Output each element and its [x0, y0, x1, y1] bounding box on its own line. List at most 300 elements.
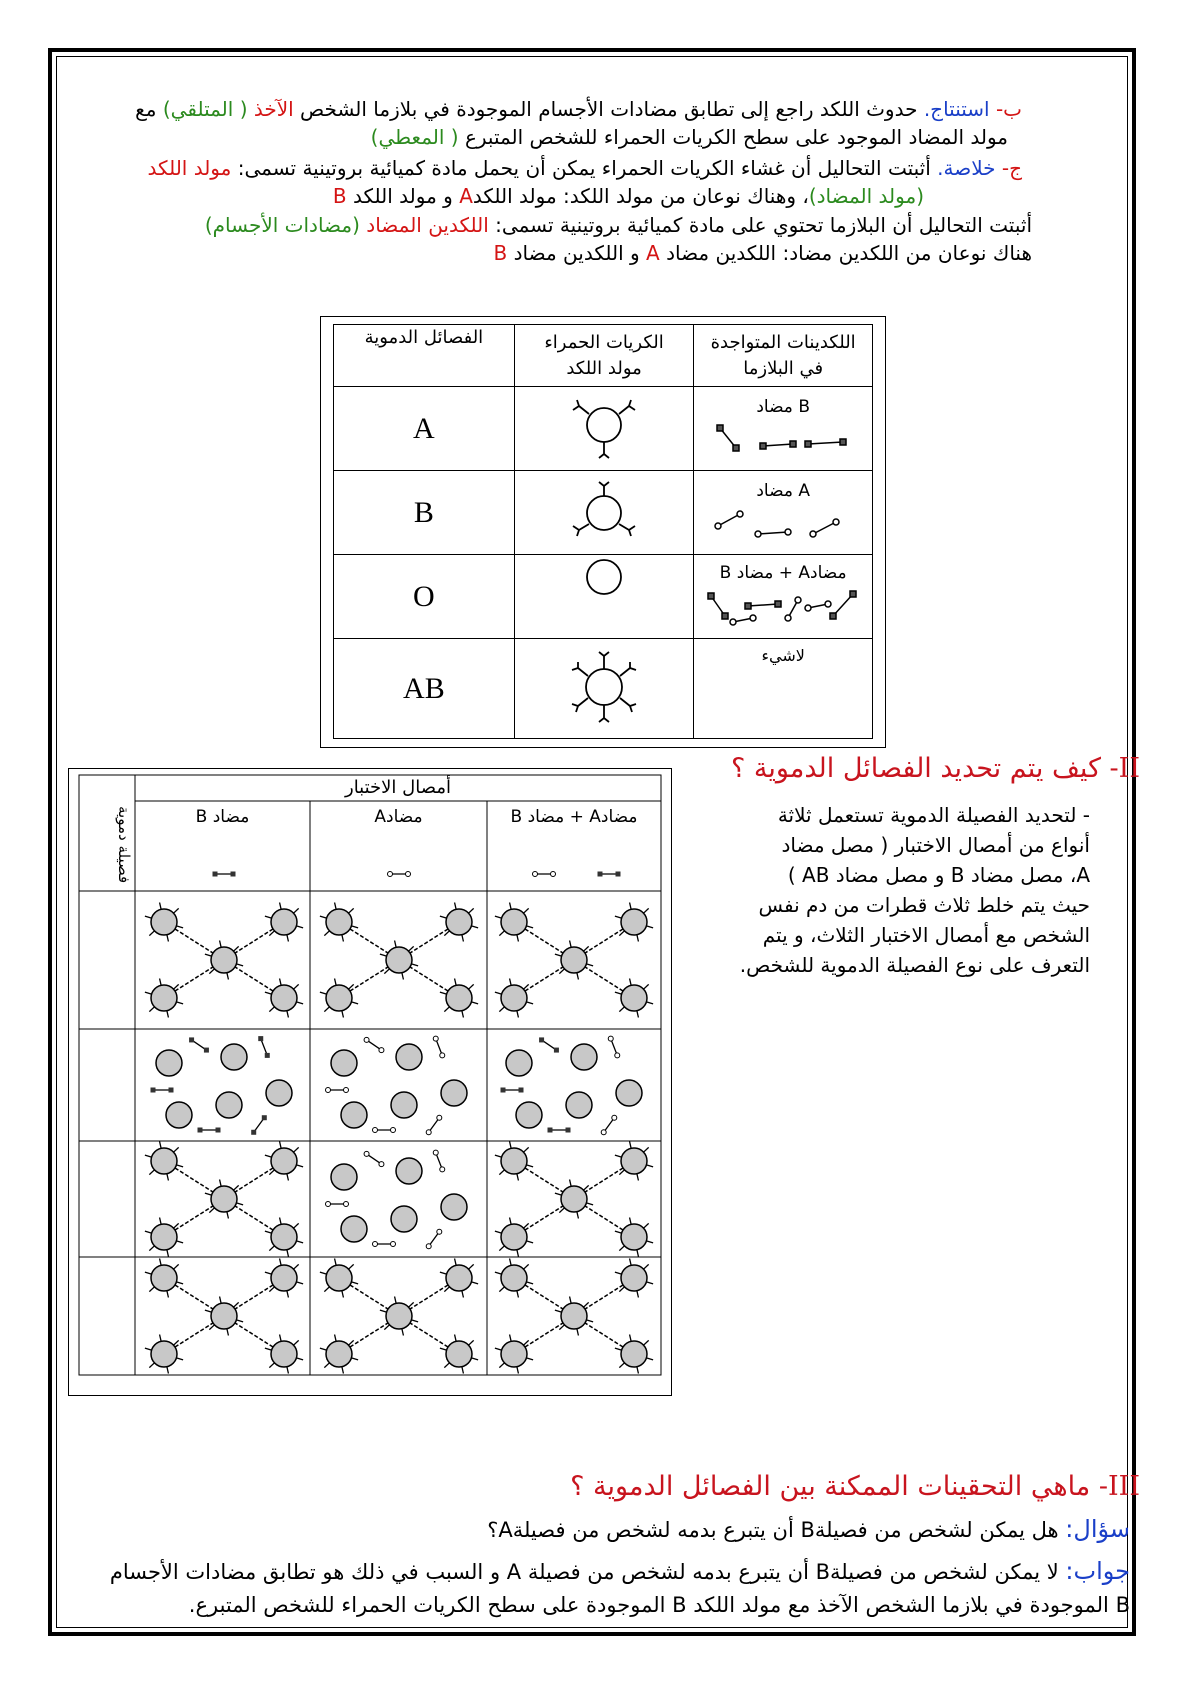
antigen-spike [584, 1185, 589, 1190]
antigen-spike [167, 935, 169, 942]
antigen-spike [499, 1246, 504, 1251]
antigen-spike [495, 1272, 502, 1274]
antibody-end [612, 1115, 617, 1120]
antigen-spike [351, 1358, 358, 1360]
red-blood-cell [621, 909, 647, 935]
antibody-end [501, 1088, 506, 1093]
antigen-spike [234, 1302, 239, 1307]
antibody-end [364, 1151, 369, 1156]
antibody-end [344, 1088, 349, 1093]
antigen-spike [619, 1363, 624, 1368]
antigen-spike [630, 1217, 632, 1224]
antigen-spike [555, 1193, 562, 1195]
red-blood-cell [446, 985, 472, 1011]
antigen-spike [499, 1287, 504, 1292]
antibody-end [615, 1053, 620, 1058]
antigen-spike [526, 1241, 533, 1243]
antigen-spike [287, 1174, 289, 1181]
serum-test-figure [68, 768, 672, 1396]
red-blood-cell [166, 1102, 192, 1128]
antigen-spike [342, 1291, 344, 1298]
antigen-spike [526, 1002, 533, 1004]
antigen-spike [615, 1272, 622, 1274]
table-row [334, 639, 873, 739]
antigen-spike [586, 1320, 593, 1322]
antigen-spike [469, 984, 474, 989]
antigen-spike [402, 973, 404, 980]
antigen-spike [440, 916, 447, 918]
blood-group-label: A [334, 387, 515, 471]
antigen-spike [630, 1141, 632, 1148]
section-ii-heading: II- كيف يتم تحديد الفصائل الدموية ؟ [731, 753, 1140, 784]
antigen-spike [395, 1296, 397, 1303]
summary-c-line4: هناك نوعان من اللكدين مضاد: اللكدين مضاد A و اللكدين مضاد B [493, 241, 1032, 265]
antigen-spike [335, 1258, 337, 1265]
antigen-spike [296, 1241, 303, 1243]
antibody-end [539, 1037, 544, 1042]
antigen-spike [145, 1231, 152, 1233]
antigen-spike [265, 1155, 272, 1157]
antigen-spike [167, 1367, 169, 1374]
antigen-spike [570, 1296, 572, 1303]
antigen-spike [584, 1302, 589, 1307]
antigen-spike [176, 1241, 183, 1243]
antigen-spike [176, 1282, 183, 1284]
antigen-spike [469, 1264, 474, 1269]
antigen-spike [209, 969, 214, 974]
antigen-spike [349, 908, 354, 913]
table-row [334, 471, 873, 555]
antibody-end [426, 1244, 431, 1249]
antigen-spike [637, 1011, 639, 1018]
antigen-spike [510, 978, 512, 985]
antibody-end [601, 1130, 606, 1135]
antigen-spike [646, 1241, 653, 1243]
antigen-spike [471, 1282, 478, 1284]
red-cell-ab-antigens [514, 639, 694, 739]
antibody-end [533, 872, 538, 877]
antigen-spike [495, 1348, 502, 1350]
antigen-spike [160, 1217, 162, 1224]
red-blood-cell [271, 1148, 297, 1174]
antigen-spike [149, 931, 154, 936]
antigen-spike [409, 1302, 414, 1307]
red-blood-cell [326, 985, 352, 1011]
antigen-spike [209, 1208, 214, 1213]
red-blood-cell [266, 1080, 292, 1106]
antibody-end [364, 1037, 369, 1042]
antigen-spike [160, 1141, 162, 1148]
antigen-spike [630, 902, 632, 909]
red-blood-cell [621, 1224, 647, 1250]
antigen-spike [280, 1217, 282, 1224]
header-plasma-antibodies: اللكدينات المتواجدة في البلازما [694, 325, 873, 387]
antigen-spike [176, 1002, 183, 1004]
red-blood-cell [271, 1341, 297, 1367]
antigen-spike [324, 1363, 329, 1368]
red-blood-cell [501, 1265, 527, 1291]
section-iii-heading: III- ماهي التحقينات الممكنة بين الفصائل الدموية ؟ [570, 1471, 1140, 1502]
antigen-spike [149, 1007, 154, 1012]
antigen-spike [440, 1272, 447, 1274]
antigen-spike [287, 935, 289, 942]
antigen-spike [296, 1358, 303, 1360]
antibody-end [406, 872, 411, 877]
antigen-spike [149, 1363, 154, 1368]
antigen-spike [526, 926, 533, 928]
antigen-spike [167, 1011, 169, 1018]
antigen-spike [205, 954, 212, 956]
serum-col-anti-a: مضادA [374, 807, 423, 827]
antigen-spike [499, 931, 504, 936]
antigen-spike [499, 1170, 504, 1175]
antigen-spike [209, 1325, 214, 1330]
antigen-spike [324, 1007, 329, 1012]
antigen-spike [630, 1258, 632, 1265]
antibody-end [379, 1162, 384, 1167]
antigen-spike [409, 946, 414, 951]
antibody-end [189, 1037, 194, 1042]
antigen-spike [145, 992, 152, 994]
antigen-spike [619, 1007, 624, 1012]
antigen-spike [615, 916, 622, 918]
antibody-end [440, 1167, 445, 1172]
antigen-spike [510, 1334, 512, 1341]
antibody-end [554, 1048, 559, 1053]
antigen-spike [411, 964, 418, 966]
antigen-spike [510, 1258, 512, 1265]
antigen-spike [342, 935, 344, 942]
antigen-spike [644, 1264, 649, 1269]
plasma-cell-anti-b: مضاد B [694, 387, 873, 471]
antigen-spike [220, 940, 222, 947]
antibody-end [437, 1229, 442, 1234]
antigen-spike [384, 969, 389, 974]
antibody-end [326, 1088, 331, 1093]
antigen-spike [176, 926, 183, 928]
red-blood-cell [341, 1102, 367, 1128]
antibody-end [616, 872, 621, 877]
answer-line2: B الموجودة في بلازما الشخص الآخذ مع مولد اللكد B الموجودة على سطح الكريات الحمراء للشخص المتبرع. [188, 1593, 1130, 1617]
blood-group-label: AB [334, 639, 515, 739]
red-blood-cell [151, 1341, 177, 1367]
antibody-end [433, 1036, 438, 1041]
antigen-spike [637, 935, 639, 942]
antigen-spike [320, 1348, 327, 1350]
red-blood-cell [391, 1206, 417, 1232]
antigen-spike [234, 1185, 239, 1190]
antigen-spike [351, 1282, 358, 1284]
antigen-spike [644, 908, 649, 913]
red-cell-a-antigen [514, 387, 694, 471]
antigen-spike [462, 1367, 464, 1374]
header-red-cells: الكريات الحمراء مولد اللكد [514, 325, 694, 387]
red-blood-cell [211, 947, 237, 973]
antigen-spike [269, 1246, 274, 1251]
conclusion-b-line1: ب- استنتاج. حدوث اللكد راجع إلى تطابق مضادات الأجسام الموجودة في بلازما الشخص الآخذ ( المتلقي) مع [135, 97, 1022, 121]
antibody-end [433, 1150, 438, 1155]
antigen-spike [160, 1334, 162, 1341]
header-blood-groups: الفصائل الدموية [334, 325, 515, 387]
red-blood-cell [501, 909, 527, 935]
red-cell-b-antigen [514, 471, 694, 555]
antigen-spike [570, 940, 572, 947]
antigen-spike [615, 992, 622, 994]
antigen-spike [265, 992, 272, 994]
red-blood-cell [621, 1148, 647, 1174]
red-blood-cell [506, 1050, 532, 1076]
red-blood-cell [516, 1102, 542, 1128]
antigen-spike [227, 1212, 229, 1219]
antigen-spike [510, 1141, 512, 1148]
red-blood-cell [391, 1092, 417, 1118]
antigen-spike [444, 1007, 449, 1012]
antigen-spike [280, 1334, 282, 1341]
antigen-spike [646, 1165, 653, 1167]
antigen-spike [615, 1155, 622, 1157]
antigen-spike [205, 1310, 212, 1312]
antigen-spike [160, 978, 162, 985]
antigen-spike [145, 1155, 152, 1157]
summary-c-line2: (مولد المضاد)، وهناك نوعان من مولد اللكد: مولد اللكدA و مولد اللكد B [332, 184, 924, 208]
antigen-spike [280, 1141, 282, 1148]
antigen-spike [499, 1007, 504, 1012]
antigen-spike [577, 1212, 579, 1219]
serum-side-header: فصيلة دموية [115, 805, 133, 883]
antigen-spike [517, 1367, 519, 1374]
antibody-end [204, 1048, 209, 1053]
antigen-spike [280, 978, 282, 985]
antigen-spike [586, 964, 593, 966]
antigen-spike [296, 1282, 303, 1284]
red-blood-cell [271, 909, 297, 935]
antigen-spike [227, 973, 229, 980]
red-blood-cell [326, 1265, 352, 1291]
red-blood-cell [571, 1044, 597, 1070]
red-blood-cell [621, 1341, 647, 1367]
antigen-spike [471, 1002, 478, 1004]
antigen-spike [335, 1334, 337, 1341]
antigen-spike [167, 1174, 169, 1181]
antibody-end [326, 1202, 331, 1207]
antibody-end [551, 872, 556, 877]
antigen-spike [577, 1329, 579, 1336]
antigen-spike [646, 1002, 653, 1004]
red-blood-cell [271, 1224, 297, 1250]
red-blood-cell [561, 947, 587, 973]
antigen-spike [471, 1358, 478, 1360]
antigen-spike [384, 1325, 389, 1330]
antibody-end [258, 1036, 263, 1041]
antigen-spike [296, 1002, 303, 1004]
table-row [334, 555, 873, 639]
serum-col-anti-b: مضاد B [195, 807, 250, 827]
red-blood-cell [211, 1303, 237, 1329]
red-blood-cell [446, 1265, 472, 1291]
red-blood-cell [561, 1186, 587, 1212]
antigen-spike [630, 978, 632, 985]
antigen-spike [145, 1348, 152, 1350]
red-blood-cell [221, 1044, 247, 1070]
antigen-spike [167, 1250, 169, 1257]
cell-a-antigen-icon [559, 392, 649, 462]
antigen-spike [495, 1231, 502, 1233]
serum-header: أمصال الاختبار [345, 777, 451, 798]
red-blood-cell [561, 1303, 587, 1329]
antigen-spike [644, 1340, 649, 1345]
red-blood-cell [151, 985, 177, 1011]
antibody-end [262, 1115, 267, 1120]
antigen-spike [411, 1320, 418, 1322]
antigen-spike [380, 1310, 387, 1312]
plasma-cell-anti-a: مضاد A [694, 471, 873, 555]
antigen-spike [395, 940, 397, 947]
antigen-spike [559, 1208, 564, 1213]
antigen-spike [176, 1358, 183, 1360]
antibody-end [169, 1088, 174, 1093]
antibody-end [566, 1128, 571, 1133]
red-blood-cell [386, 947, 412, 973]
antigen-spike [440, 992, 447, 994]
anti-a-anti-b-antibody-icons [703, 586, 863, 630]
antigen-spike [637, 1367, 639, 1374]
antigen-spike [615, 1348, 622, 1350]
antigen-spike [380, 954, 387, 956]
antibody-end [344, 1202, 349, 1207]
antigen-spike [349, 1264, 354, 1269]
antigen-spike [294, 1340, 299, 1345]
plasma-cell-none: لاشيء [694, 639, 873, 739]
antibody-end [379, 1048, 384, 1053]
antigen-spike [495, 1155, 502, 1157]
antigen-spike [174, 908, 179, 913]
antigen-spike [265, 1272, 272, 1274]
antigen-spike [444, 1363, 449, 1368]
blood-group-label: B [334, 471, 515, 555]
antigen-spike [324, 931, 329, 936]
antibody-end [265, 1053, 270, 1058]
antibody-end [231, 872, 236, 877]
antibody-end [598, 872, 603, 877]
red-blood-cell [501, 1224, 527, 1250]
red-blood-cell [211, 1186, 237, 1212]
antigen-spike [265, 1231, 272, 1233]
antigen-spike [577, 973, 579, 980]
red-blood-cell [216, 1092, 242, 1118]
antibody-end [548, 1128, 553, 1133]
antigen-spike [517, 1011, 519, 1018]
antigen-spike [469, 1340, 474, 1345]
antigen-spike [160, 902, 162, 909]
red-blood-cell [151, 909, 177, 935]
antigen-spike [335, 978, 337, 985]
antibody-end [391, 1242, 396, 1247]
cell-b-antigen-icon [559, 476, 649, 546]
antibody-end [216, 1128, 221, 1133]
red-blood-cell [271, 1265, 297, 1291]
antigen-spike [637, 1250, 639, 1257]
antigen-spike [524, 908, 529, 913]
antigen-spike [149, 1287, 154, 1292]
antigen-spike [526, 1282, 533, 1284]
antigen-spike [269, 1007, 274, 1012]
antigen-spike [320, 916, 327, 918]
red-blood-cell [326, 909, 352, 935]
antibody-end [388, 872, 393, 877]
red-blood-cell [446, 909, 472, 935]
antigen-spike [351, 926, 358, 928]
blood-group-table [333, 324, 873, 739]
antigen-spike [160, 1258, 162, 1265]
antibody [261, 1039, 268, 1056]
plasma-cell-anti-a-anti-b: مضادA + مضاد B [694, 555, 873, 639]
answer-line1: جواب: لا يمكن لشخص من فصيلةB أن يتبرع بدمه لشخص من فصيلة A و السبب في ذلك هو تطابق مضادات الأجسام [109, 1557, 1130, 1585]
red-blood-cell [151, 1224, 177, 1250]
antigen-spike [499, 1363, 504, 1368]
antigen-spike [145, 1272, 152, 1274]
antigen-spike [294, 1264, 299, 1269]
antigen-spike [296, 926, 303, 928]
red-blood-cell [441, 1194, 467, 1220]
question-line: سؤال: هل يمكن لشخص من فصيلةB أن يتبرع بدمه لشخص من فصيلةA؟ [487, 1515, 1130, 1543]
antigen-spike [510, 902, 512, 909]
red-blood-cell [331, 1164, 357, 1190]
antigen-spike [335, 902, 337, 909]
red-blood-cell [621, 1265, 647, 1291]
antigen-spike [644, 984, 649, 989]
antigen-spike [320, 1272, 327, 1274]
red-blood-cell [326, 1341, 352, 1367]
antigen-spike [342, 1011, 344, 1018]
section-ii-paragraph: - لتحديد الفصيلة الدموية تستعمل ثلاثة أنواع من أمصال الاختبار ( مصل مضاد A، مصل مضاد B و مصل مضاد AB ) حيث يتم خلط ثلاث قطرات من دم نفس الشخص مع أمصال الاختبار الثلاث، و يتم التعرف على نوع الفصيلة الدموية للشخص. [739, 803, 1090, 977]
antigen-spike [637, 1291, 639, 1298]
antigen-spike [287, 1291, 289, 1298]
antigen-spike [495, 992, 502, 994]
antibody-end [519, 1088, 524, 1093]
antigen-spike [559, 1325, 564, 1330]
antigen-spike [644, 1147, 649, 1152]
red-blood-cell [386, 1303, 412, 1329]
red-blood-cell [271, 985, 297, 1011]
antigen-spike [559, 969, 564, 974]
antigen-spike [294, 1147, 299, 1152]
red-blood-cell [616, 1080, 642, 1106]
antigen-spike [236, 1203, 243, 1205]
antigen-spike [462, 935, 464, 942]
table-row [334, 387, 873, 471]
antigen-spike [526, 1358, 533, 1360]
antigen-spike [342, 1367, 344, 1374]
summary-c-line3: أثبتت التحاليل أن البلازما تحتوي على مادة كميائية بروتينية تسمى: اللكدين المضاد (مضادات الأجسام) [204, 213, 1032, 237]
red-blood-cell [396, 1158, 422, 1184]
antigen-spike [174, 1147, 179, 1152]
antigen-spike [619, 1246, 624, 1251]
antigen-spike [294, 908, 299, 913]
antigen-spike [167, 1291, 169, 1298]
antigen-spike [149, 1246, 154, 1251]
red-blood-cell [151, 1148, 177, 1174]
antigen-spike [471, 926, 478, 928]
red-blood-cell [156, 1050, 182, 1076]
antigen-spike [644, 1223, 649, 1228]
antigen-spike [280, 902, 282, 909]
red-blood-cell [501, 1341, 527, 1367]
antigen-spike [220, 1179, 222, 1186]
blood-group-label: O [334, 555, 515, 639]
red-blood-cell [341, 1216, 367, 1242]
antigen-spike [149, 1170, 154, 1175]
red-blood-cell [151, 1265, 177, 1291]
